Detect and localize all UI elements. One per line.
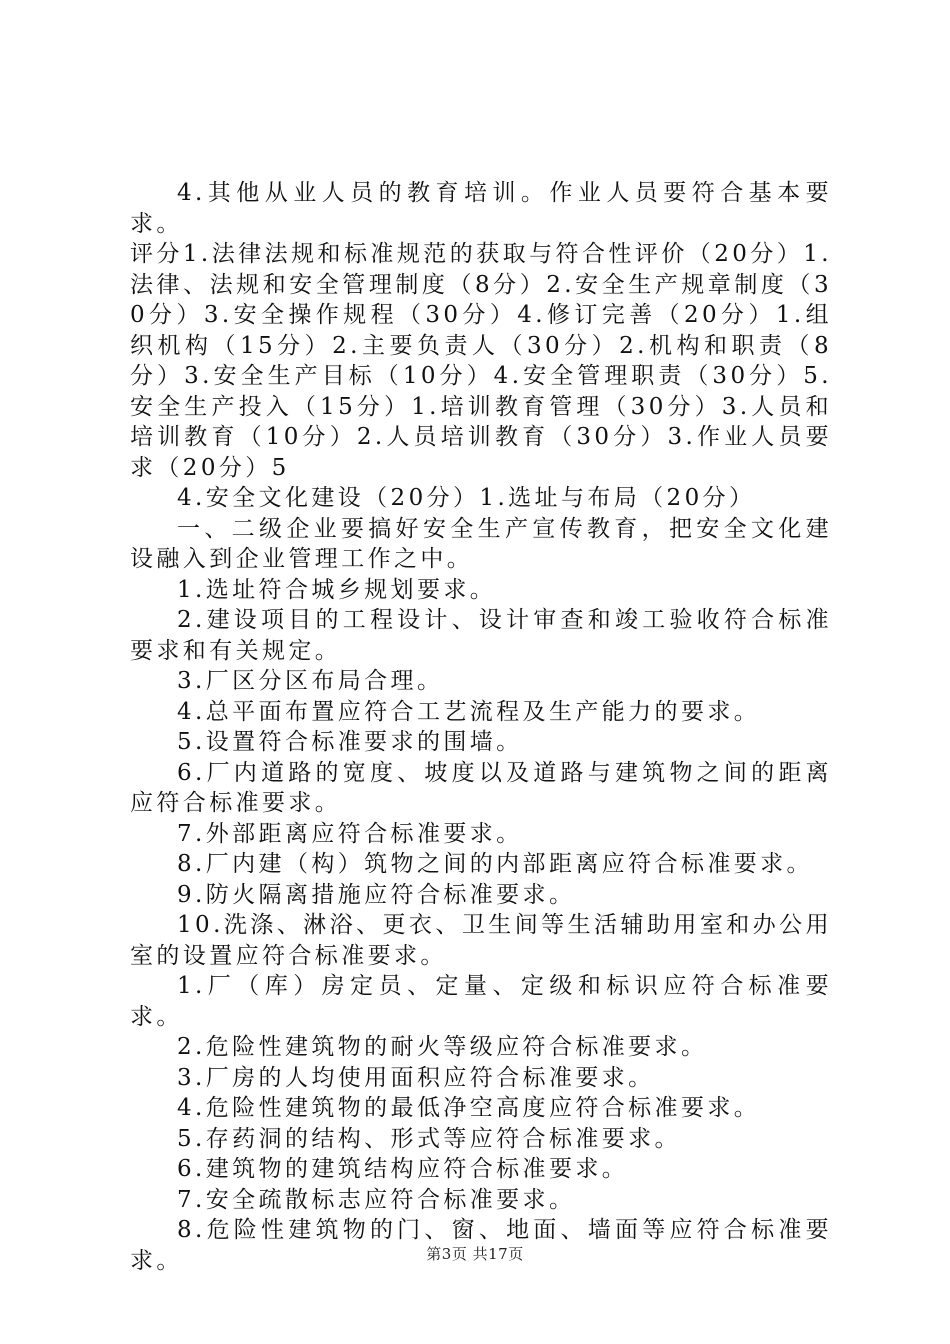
- paragraph: 6.建筑物的建筑结构应符合标准要求。: [177, 1156, 629, 1182]
- paragraph: 2.建设项目的工程设计、设计审查和竣工验收符合标准要求和有关规定。: [130, 607, 832, 664]
- paragraph: 3.厂房的人均使用面积应符合标准要求。: [177, 1064, 655, 1091]
- paragraph: 7.外部距离应符合标准要求。: [177, 820, 523, 847]
- paragraph: 7.安全疏散标志应符合标准要求。: [177, 1186, 576, 1213]
- paragraph: 5.存药洞的结构、形式等应符合标准要求。: [177, 1125, 681, 1152]
- paragraph: 1.选址符合城乡规划要求。: [177, 576, 497, 603]
- paragraph: 8.危险性建筑物的门、窗、地面、墙面等应符合标准要求。: [130, 1217, 832, 1274]
- paragraph: 6.厂内道路的宽度、坡度以及道路与建筑物之间的距离应符合标准要求。: [130, 759, 832, 816]
- paragraph: 4.总平面布置应符合工艺流程及生产能力的要求。: [177, 698, 761, 725]
- paragraph: 2.危险性建筑物的耐火等级应符合标准要求。: [177, 1034, 708, 1060]
- paragraph: 9.防火隔离措施应符合标准要求。: [177, 881, 576, 908]
- paragraph: 10.洗涤、淋浴、更衣、卫生间等生活辅助用室和办公用室的设置应符合标准要求。: [130, 912, 832, 969]
- paragraph: 评分1.法律法规和标准规范的获取与符合性评价（20分）1.法律、法规和安全管理制度（8分）2.安全生产规章制度（30分）3.安全操作规程（30分）4.修订完善（20分）1.组织机构（15分）2.主要负责人（30分）2.机构和职责（8分）3.安全生产目标（10分）4.安全管理职责（30分）5.安全生产投入（15分）1.培训教育管理（30分）3.人员和培训教育（10分）2.人员培训教育（30分）3.作业人员要求（20分）5: [130, 241, 832, 481]
- paragraph: 4.其他从业人员的教育培训。作业人员要符合基本要求。: [130, 180, 832, 237]
- page-number-footer: 第3页 共17页: [426, 1245, 524, 1263]
- paragraph: 3.厂区分区布局合理。: [177, 668, 444, 694]
- paragraph: 4.安全文化建设（20分）1.选址与布局（20分）: [177, 485, 756, 511]
- paragraph: 一、二级企业要搞好安全生产宣传教育，把安全文化建设融入到企业管理工作之中。: [130, 515, 832, 572]
- paragraph: 4.危险性建筑物的最低净空高度应符合标准要求。: [177, 1095, 761, 1121]
- paragraph: 1.厂（库）房定员、定量、定级和标识应符合标准要求。: [130, 973, 832, 1030]
- paragraph: 8.厂内建（构）筑物之间的内部距离应符合标准要求。: [177, 851, 813, 877]
- paragraph: 5.设置符合标准要求的围墙。: [177, 729, 523, 755]
- document-body: [130, 178, 832, 1276]
